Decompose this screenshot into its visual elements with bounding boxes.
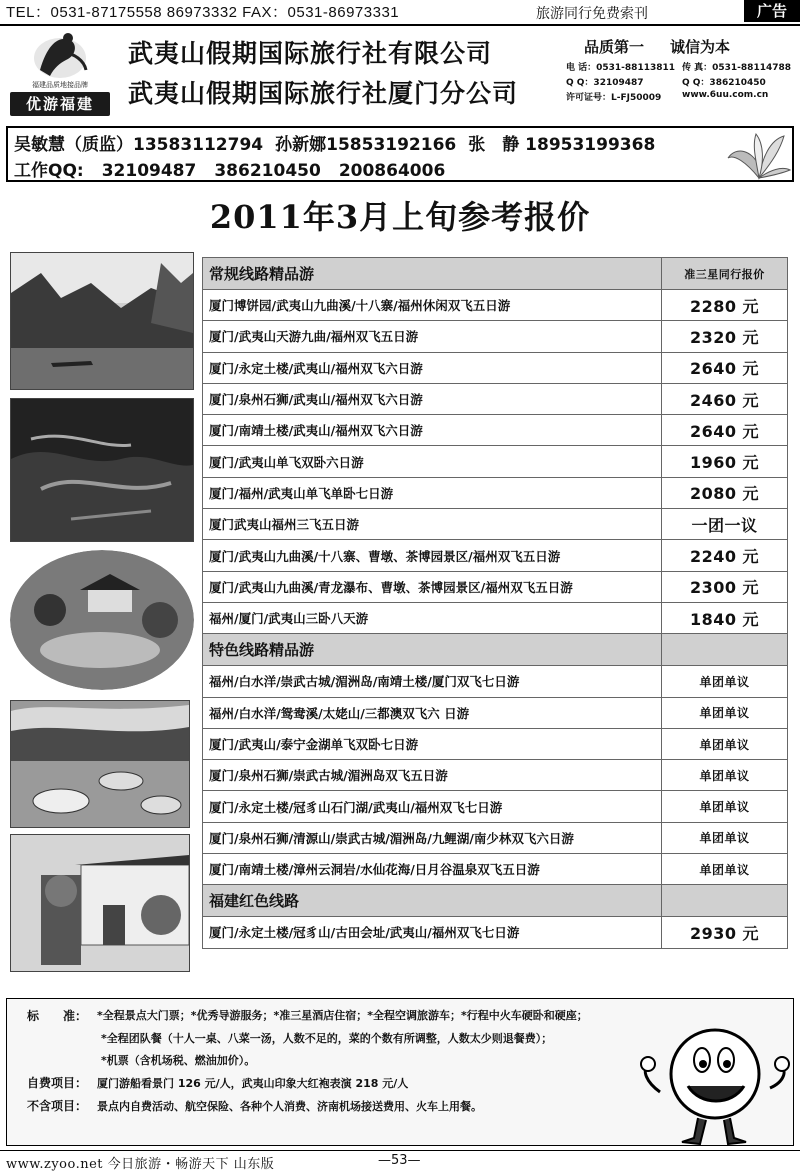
top-bar: [0, 0, 800, 26]
route-name: 厦门/南靖土楼/漳州云洞岩/水仙花海/日月谷温泉双飞五日游: [203, 854, 662, 885]
agency-logo: [8, 28, 112, 120]
route-price: 2930 元: [662, 917, 788, 948]
section-title: 常规线路精品游: [203, 258, 662, 290]
ad-tag: 广告: [744, 0, 800, 22]
route-price: 单团单议: [662, 760, 788, 791]
price-column-header: 准三星同行报价: [662, 258, 788, 290]
work-qq-label: 工作QQ:: [14, 161, 84, 181]
route-price: 1840 元: [662, 602, 788, 633]
logo-tagline: 福建品质地接品牌: [32, 81, 88, 89]
route-name: 厦门/武夷山九曲溪/十八寨、曹墩、茶博园景区/福州双飞五日游: [203, 540, 662, 571]
self-pay-items: 厦门游船看景门 126 元/人，武夷山印象大红袍表演 218 元/人: [97, 1077, 409, 1090]
route-row: [203, 477, 788, 508]
logo-brand: 优游福建: [10, 92, 110, 116]
slogan-integrity: 诚信为本: [670, 38, 731, 56]
photo-garden-pavilion: [10, 550, 194, 690]
smiley-mascot-icon: [640, 1022, 790, 1150]
company-name-main: 武夷山假期国际旅行社有限公司: [128, 39, 493, 68]
work-qq-3: 200864006: [338, 161, 446, 181]
contact-line: TEL：0531-87175558 86973332 FAX：0531-86973331: [6, 4, 400, 21]
slogan-quality: 品质第一: [584, 38, 645, 56]
staff-contact-3: 张 静 18953199368: [468, 135, 656, 155]
section-header-regular: [203, 258, 788, 290]
route-price: 2080 元: [662, 477, 788, 508]
office-tel: 电 话：0531-88113811: [566, 63, 676, 73]
self-pay-label: 自费项目：: [27, 1076, 88, 1090]
route-row: [203, 321, 788, 352]
work-qq-2: 386210450: [214, 161, 321, 181]
qq-number-1: Q Q：32109487: [566, 78, 644, 88]
route-price: 单团单议: [662, 666, 788, 697]
work-qq-1: 32109487: [101, 161, 197, 181]
excluded-items: 景点内自费活动、航空保险、各种个人消费、济南机场接送费用、火车上用餐。: [97, 1100, 482, 1113]
license-number: 许可证号：L-FJ50009: [566, 93, 662, 103]
route-row: [203, 666, 788, 697]
standard-line-3: *机票（含机场税、燃油加价）。: [101, 1054, 256, 1067]
footer-site: www.zyoo.net 今日旅游・畅游天下 山东版: [6, 1157, 275, 1172]
route-row: [203, 415, 788, 446]
staff-contact-box: [6, 126, 794, 182]
standard-line-2: *全程团队餐（十人一桌、八菜一汤，人数不足的，菜的个数有所调整，人数太少则退餐费）；: [101, 1032, 553, 1045]
route-name: 厦门/武夷山天游九曲/福州双飞五日游: [203, 321, 662, 352]
price-column-header: [662, 885, 788, 917]
route-row: [203, 571, 788, 602]
section-header-red: [203, 885, 788, 917]
route-name: 厦门博饼园/武夷山九曲溪/十八寨/福州休闲双飞五日游: [203, 290, 662, 321]
route-row: [203, 697, 788, 728]
staff-phones: [14, 130, 667, 155]
route-price: 单团单议: [662, 854, 788, 885]
route-row: [203, 822, 788, 853]
staff-contact-2: 孙新娜15853192166: [275, 135, 457, 155]
photo-gate-monument: [10, 834, 190, 972]
route-name: 厦门/福州/武夷山单飞单卧七日游: [203, 477, 662, 508]
route-row: [203, 602, 788, 633]
route-name: 厦门武夷山福州三飞五日游: [203, 509, 662, 540]
route-price: 2300 元: [662, 571, 788, 602]
route-price: 2240 元: [662, 540, 788, 571]
route-row: [203, 917, 788, 948]
section-title: 福建红色线路: [203, 885, 662, 917]
route-name: 福州/白水洋/鸳鸯溪/太姥山/三都澳双飞六 日游: [203, 697, 662, 728]
route-name: 厦门/泉州石狮/崇武古城/湄洲岛双飞五日游: [203, 760, 662, 791]
route-price: 2640 元: [662, 415, 788, 446]
route-price: 一团一议: [662, 509, 788, 540]
staff-contact-1: 吴敏慧（质监）13583112794: [14, 135, 264, 155]
route-name: 厦门/泉州石狮/清源山/崇武古城/湄洲岛/九鲤湖/南少林双飞六日游: [203, 822, 662, 853]
route-price: 单团单议: [662, 822, 788, 853]
quality-slogans: [584, 36, 756, 57]
route-row: [203, 352, 788, 383]
route-name: 厦门/永定土楼/冠豸山石门湖/武夷山/福州双飞七日游: [203, 791, 662, 822]
route-price: 2460 元: [662, 383, 788, 414]
route-row: [203, 290, 788, 321]
route-name: 福州/白水洋/崇武古城/湄洲岛/南靖土楼/厦门双飞七日游: [203, 666, 662, 697]
photo-river-cliffs: [10, 252, 194, 390]
route-row: [203, 760, 788, 791]
route-name: 福州/厦门/武夷山三卧八天游: [203, 602, 662, 633]
route-row: [203, 540, 788, 571]
route-row: [203, 509, 788, 540]
route-price: 单团单议: [662, 697, 788, 728]
standard-label: 标 准：: [27, 1009, 88, 1023]
route-row: [203, 728, 788, 759]
dancer-logo-icon: [30, 30, 90, 80]
route-name: 厦门/南靖土楼/武夷山/福州双飞六日游: [203, 415, 662, 446]
route-price: 2640 元: [662, 352, 788, 383]
page-number: —53—: [378, 1153, 421, 1168]
work-qq-line: [14, 156, 445, 181]
route-name: 厦门/永定土楼/冠豸山/古田会址/武夷山/福州双飞七日游: [203, 917, 662, 948]
company-name-branch: 武夷山假期国际旅行社厦门分公司: [128, 79, 519, 108]
photo-tulou-village: [10, 700, 190, 828]
route-price: 1960 元: [662, 446, 788, 477]
route-name: 厦门/武夷山/泰宁金湖单飞双卧七日游: [203, 728, 662, 759]
route-row: [203, 854, 788, 885]
qq-number-2: Q Q：386210450: [682, 78, 766, 88]
website: www.6uu.com.cn: [682, 90, 769, 100]
route-name: 厦门/永定土楼/武夷山/福州双飞六日游: [203, 352, 662, 383]
route-row: [203, 446, 788, 477]
route-row: [203, 383, 788, 414]
route-name: 厦门/泉州石狮/武夷山/福州双飞六日游: [203, 383, 662, 414]
route-name: 厦门/武夷山九曲溪/青龙瀑布、曹墩、茶博园景区/福州双飞五日游: [203, 571, 662, 602]
route-price: 单团单议: [662, 791, 788, 822]
photo-lake-islands: [10, 398, 194, 542]
price-column-header: [662, 634, 788, 666]
standard-line-1: *全程景点大门票；*优秀导游服务；*准三星酒店住宿；*全程空调旅游车；*行程中火车硬卧和硬座；: [97, 1009, 588, 1022]
page-headline: 2011年3月上旬参考报价: [209, 198, 591, 236]
section-title: 特色线路精品游: [203, 634, 662, 666]
route-name: 厦门/武夷山单飞双卧六日游: [203, 446, 662, 477]
excluded-label: 不含项目：: [27, 1099, 88, 1113]
price-table: [202, 257, 788, 949]
route-price: 2280 元: [662, 290, 788, 321]
page-footer: [0, 1150, 800, 1173]
flower-decoration-icon: [726, 132, 792, 180]
route-price: 单团单议: [662, 728, 788, 759]
route-row: [203, 791, 788, 822]
office-fax: 传 真：0531-88114788: [682, 63, 792, 73]
free-catalog-slogan: 旅游同行免费索刊: [536, 6, 648, 22]
route-price: 2320 元: [662, 321, 788, 352]
section-header-special: [203, 634, 788, 666]
